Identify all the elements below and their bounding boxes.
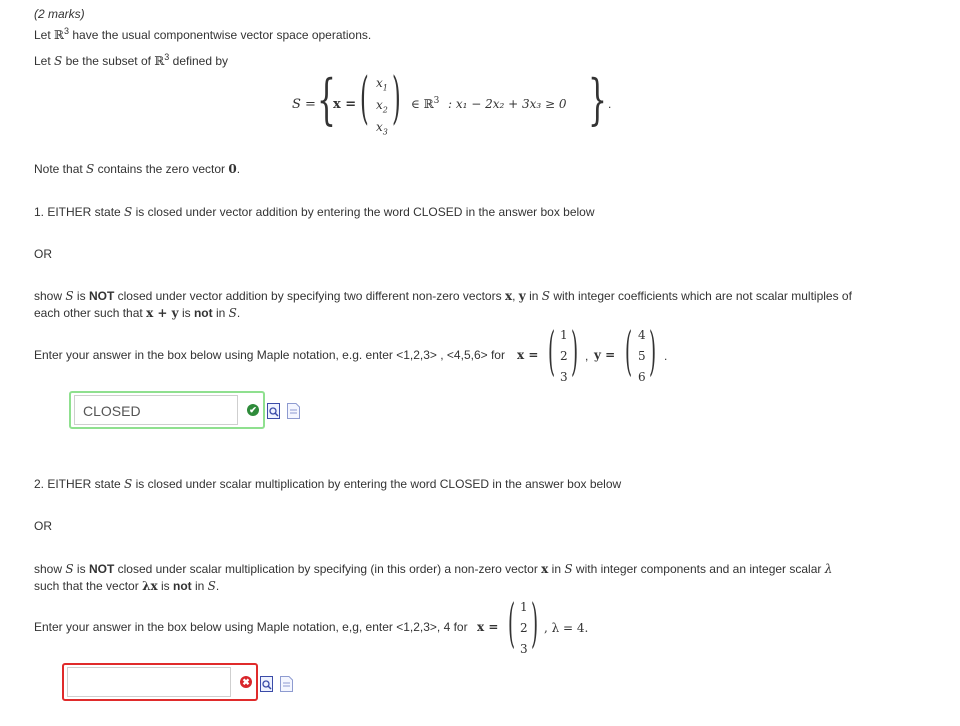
q2-answer-input[interactable]	[67, 667, 231, 697]
intro-line-1: Let ℝ$^3$ have the usual componentwise vector space operations.	[34, 26, 372, 42]
q1-show-line-1: show S is NOT closed under vector addition by specifying two different non-zero vectors x, y in S with integer coefficients which are not scalar multiples of	[34, 289, 852, 303]
q2-show-line-1: show S is NOT closed under scalar multiplication by specifying (in this order) a non-zero vector x in S with integer components and an integer scalar λ	[34, 562, 833, 576]
q1-answer-input[interactable]: CLOSED	[74, 395, 238, 425]
q1-either-text: 1. EITHER state S is closed under vector addition by entering the word CLOSED in the answer box below	[34, 205, 595, 219]
preview-icon[interactable]	[260, 676, 273, 692]
intro-line-2: Let S be the subset of ℝ$^3$ defined by	[34, 52, 229, 68]
incorrect-cross-icon: ✖	[240, 676, 252, 688]
preview-icon[interactable]	[267, 403, 280, 419]
q2-or-label: OR	[34, 519, 52, 533]
left-brace: {	[317, 68, 336, 131]
right-brace: }	[588, 68, 607, 131]
q2-enter-instructions: Enter your answer in the box below using Maple notation, e,g, enter <1,2,3>, 4 for	[34, 620, 468, 634]
q1-show-line-2: each other such that x + y is not in S.	[34, 306, 241, 320]
q2-answer-frame	[62, 663, 258, 701]
correct-check-icon: ✔	[247, 404, 259, 416]
right-paren: )	[392, 66, 401, 131]
syntax-help-icon[interactable]	[280, 676, 293, 692]
q1-or-label: OR	[34, 247, 52, 261]
q1-answer-frame	[69, 391, 265, 429]
syntax-help-icon[interactable]	[287, 403, 300, 419]
marks-label: (2 marks)	[34, 7, 85, 21]
q1-enter-instructions: Enter your answer in the box below using Maple notation, e.g. enter <1,2,3> , <4,5,6> for	[34, 348, 505, 362]
q2-show-line-2: such that the vector λx is not in S.	[34, 579, 220, 593]
q2-either-text: 2. EITHER state S is closed under scalar multiplication by entering the word CLOSED in the answer box below	[34, 477, 622, 491]
zero-vector-note: Note that S contains the zero vector 0.	[34, 162, 241, 176]
left-paren: (	[360, 66, 369, 131]
